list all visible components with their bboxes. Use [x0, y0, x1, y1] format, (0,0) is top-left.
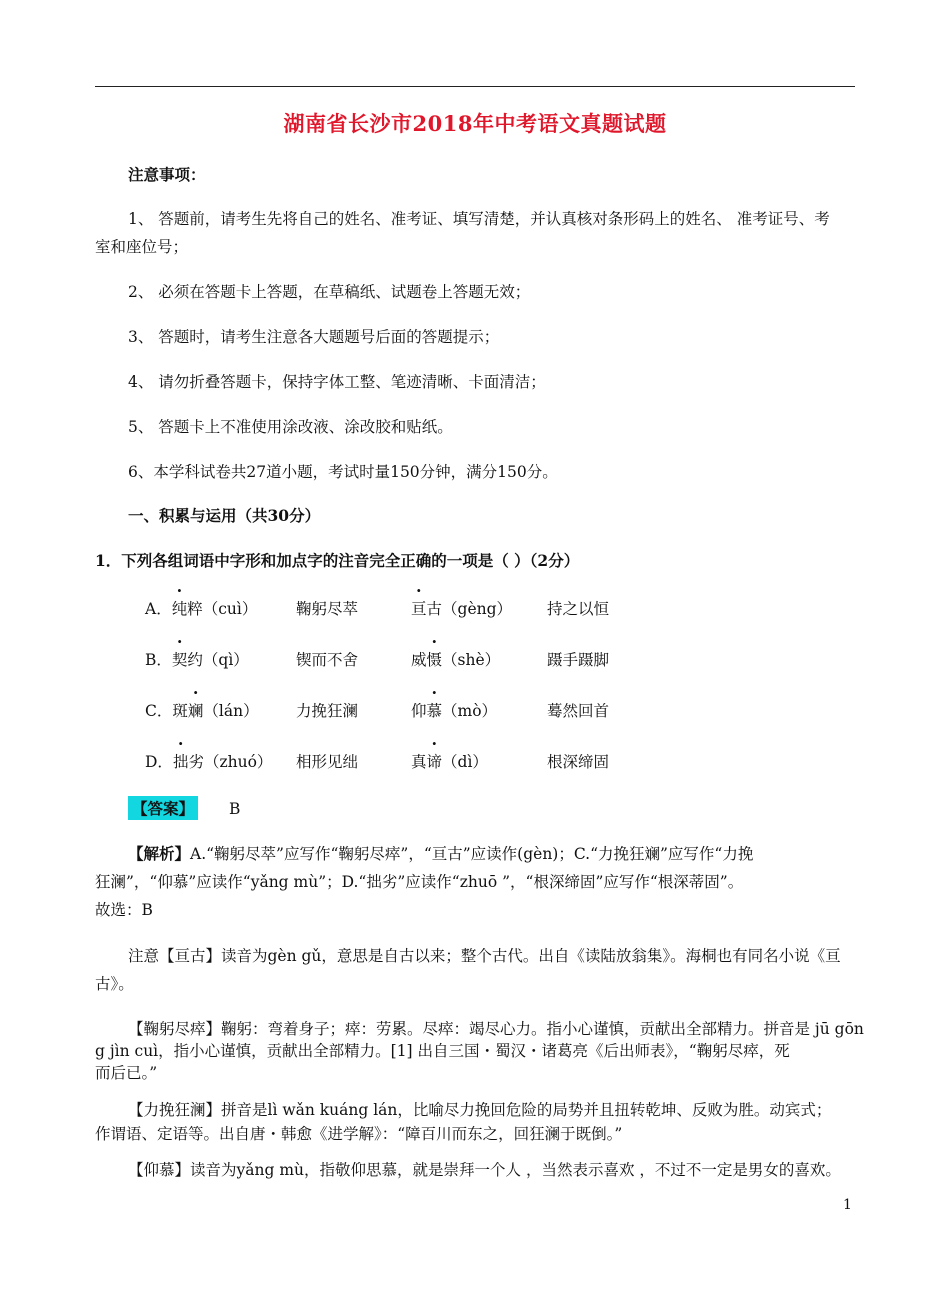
note-item-5: 5、 答题卡上不准使用涂改液、涂改胶和贴纸。	[128, 418, 453, 436]
note-item-2: 2、 必须在答题卡上答题，在草稿纸、试题卷上答题无效；	[128, 283, 531, 301]
answer-value: B	[228, 800, 241, 818]
option-a-col3: 亘古（gèng）	[411, 600, 513, 618]
option-d-col1: D．拙劣（zhuó）	[145, 753, 273, 771]
option-d-col4: 根深缔固	[547, 753, 610, 771]
note-item-1-cont: 室和座位号；	[95, 238, 189, 256]
option-b-col2: 锲而不舍	[296, 651, 359, 669]
note-liwan-line-2: 作谓语、定语等。出自唐・韩愈《进学解》：“障百川而东之，回狂澜于既倒。”	[95, 1125, 623, 1143]
answer-line	[128, 796, 240, 820]
option-b-col4: 蹑手蹑脚	[547, 651, 610, 669]
notes-heading: 注意事项：	[128, 165, 206, 184]
question-stem: 1．下列各组词语中字形和加点字的注音完全正确的一项是（ ）（2分）	[95, 551, 580, 570]
option-a-col1: A．纯粹（cuì）	[145, 600, 258, 618]
option-c-col4: 蓦然回首	[547, 702, 610, 720]
note-jugong-line-2: g jìn cuì，指小心谨慎，贡献出全部精力。[1] 出自三国・蜀汉・诸葛亮《后出师表》，“鞠躬尽瘁，死	[95, 1042, 790, 1060]
note-item-4: 4、 请勿折叠答题卡，保持字体工整、笔迹清晰、卡面清洁；	[128, 373, 546, 391]
note-item-3: 3、 答题时，请考生注意各大题题号后面的答题提示；	[128, 328, 500, 346]
option-c-col1: C．斑斓（lán）	[145, 702, 259, 720]
note-yangmu-line-1: 【仰慕】读音为yǎng mù，指敬仰思慕，就是崇拜一个人 ，当然表示喜欢 ，不过不一定是男女的喜欢。	[128, 1161, 841, 1179]
option-a-col2: 鞠躬尽萃	[296, 600, 359, 618]
option-d-col3: 真谛（dì）	[411, 753, 488, 771]
option-d-col2: 相形见绌	[296, 753, 359, 771]
option-c-col3: 仰慕（mò）	[411, 702, 498, 720]
option-c-col2: 力挽狂澜	[296, 702, 359, 720]
analysis-line-2: 狂澜”，“仰慕”应读作“yǎng mù”；D.“拙劣”应读作“zhuō ”，“根深缔固”应写作“根深蒂固”。	[95, 873, 744, 891]
note-gengu-line-2: 古》。	[95, 975, 134, 993]
analysis-line-3: 故选：B	[95, 901, 153, 919]
section-heading: 一、积累与运用（共30分）	[128, 506, 321, 525]
note-gengu-line-1: 注意【亘古】读音为gèn gǔ，意思是自古以来；整个古代。出自《读陆放翁集》。海桐也有同名小说《亘	[128, 947, 841, 965]
page-number: 1	[843, 1197, 852, 1213]
note-liwan-line-1: 【力挽狂澜】拼音是lì wǎn kuáng lán，比喻尽力挽回危险的局势并且扭转乾坤、反败为胜。动宾式；	[128, 1101, 832, 1119]
note-jugong-line-1: 【鞠躬尽瘁】鞠躬：弯着身子；瘁：劳累。尽瘁：竭尽心力。指小心谨慎，贡献出全部精力。拼音是 jū gōn	[128, 1020, 864, 1038]
option-a-col4: 持之以恒	[547, 600, 610, 618]
note-jugong-line-3: 而后已。”	[95, 1064, 158, 1082]
note-item-1: 1、 答题前，请考生先将自己的姓名、准考证、填写清楚，并认真核对条形码上的姓名、 准考证号、考	[128, 210, 830, 228]
option-b-col1: B．契约（qì）	[145, 651, 249, 669]
answer-tag: 【答案】	[128, 796, 198, 820]
document-title: 湖南省长沙市2018年中考语文真题试题	[283, 111, 667, 136]
header-rule	[95, 86, 855, 87]
note-item-6: 6、本学科试卷共27道小题，考试时量150分钟，满分150分。	[128, 463, 558, 481]
analysis-line-1: 【解析】A.“鞠躬尽萃”应写作“鞠躬尽瘁”，“亘古”应读作(gèn)；C.“力挽狂斓”应写作“力挽	[128, 844, 754, 863]
option-b-col3: 威慑（shè）	[411, 651, 501, 669]
